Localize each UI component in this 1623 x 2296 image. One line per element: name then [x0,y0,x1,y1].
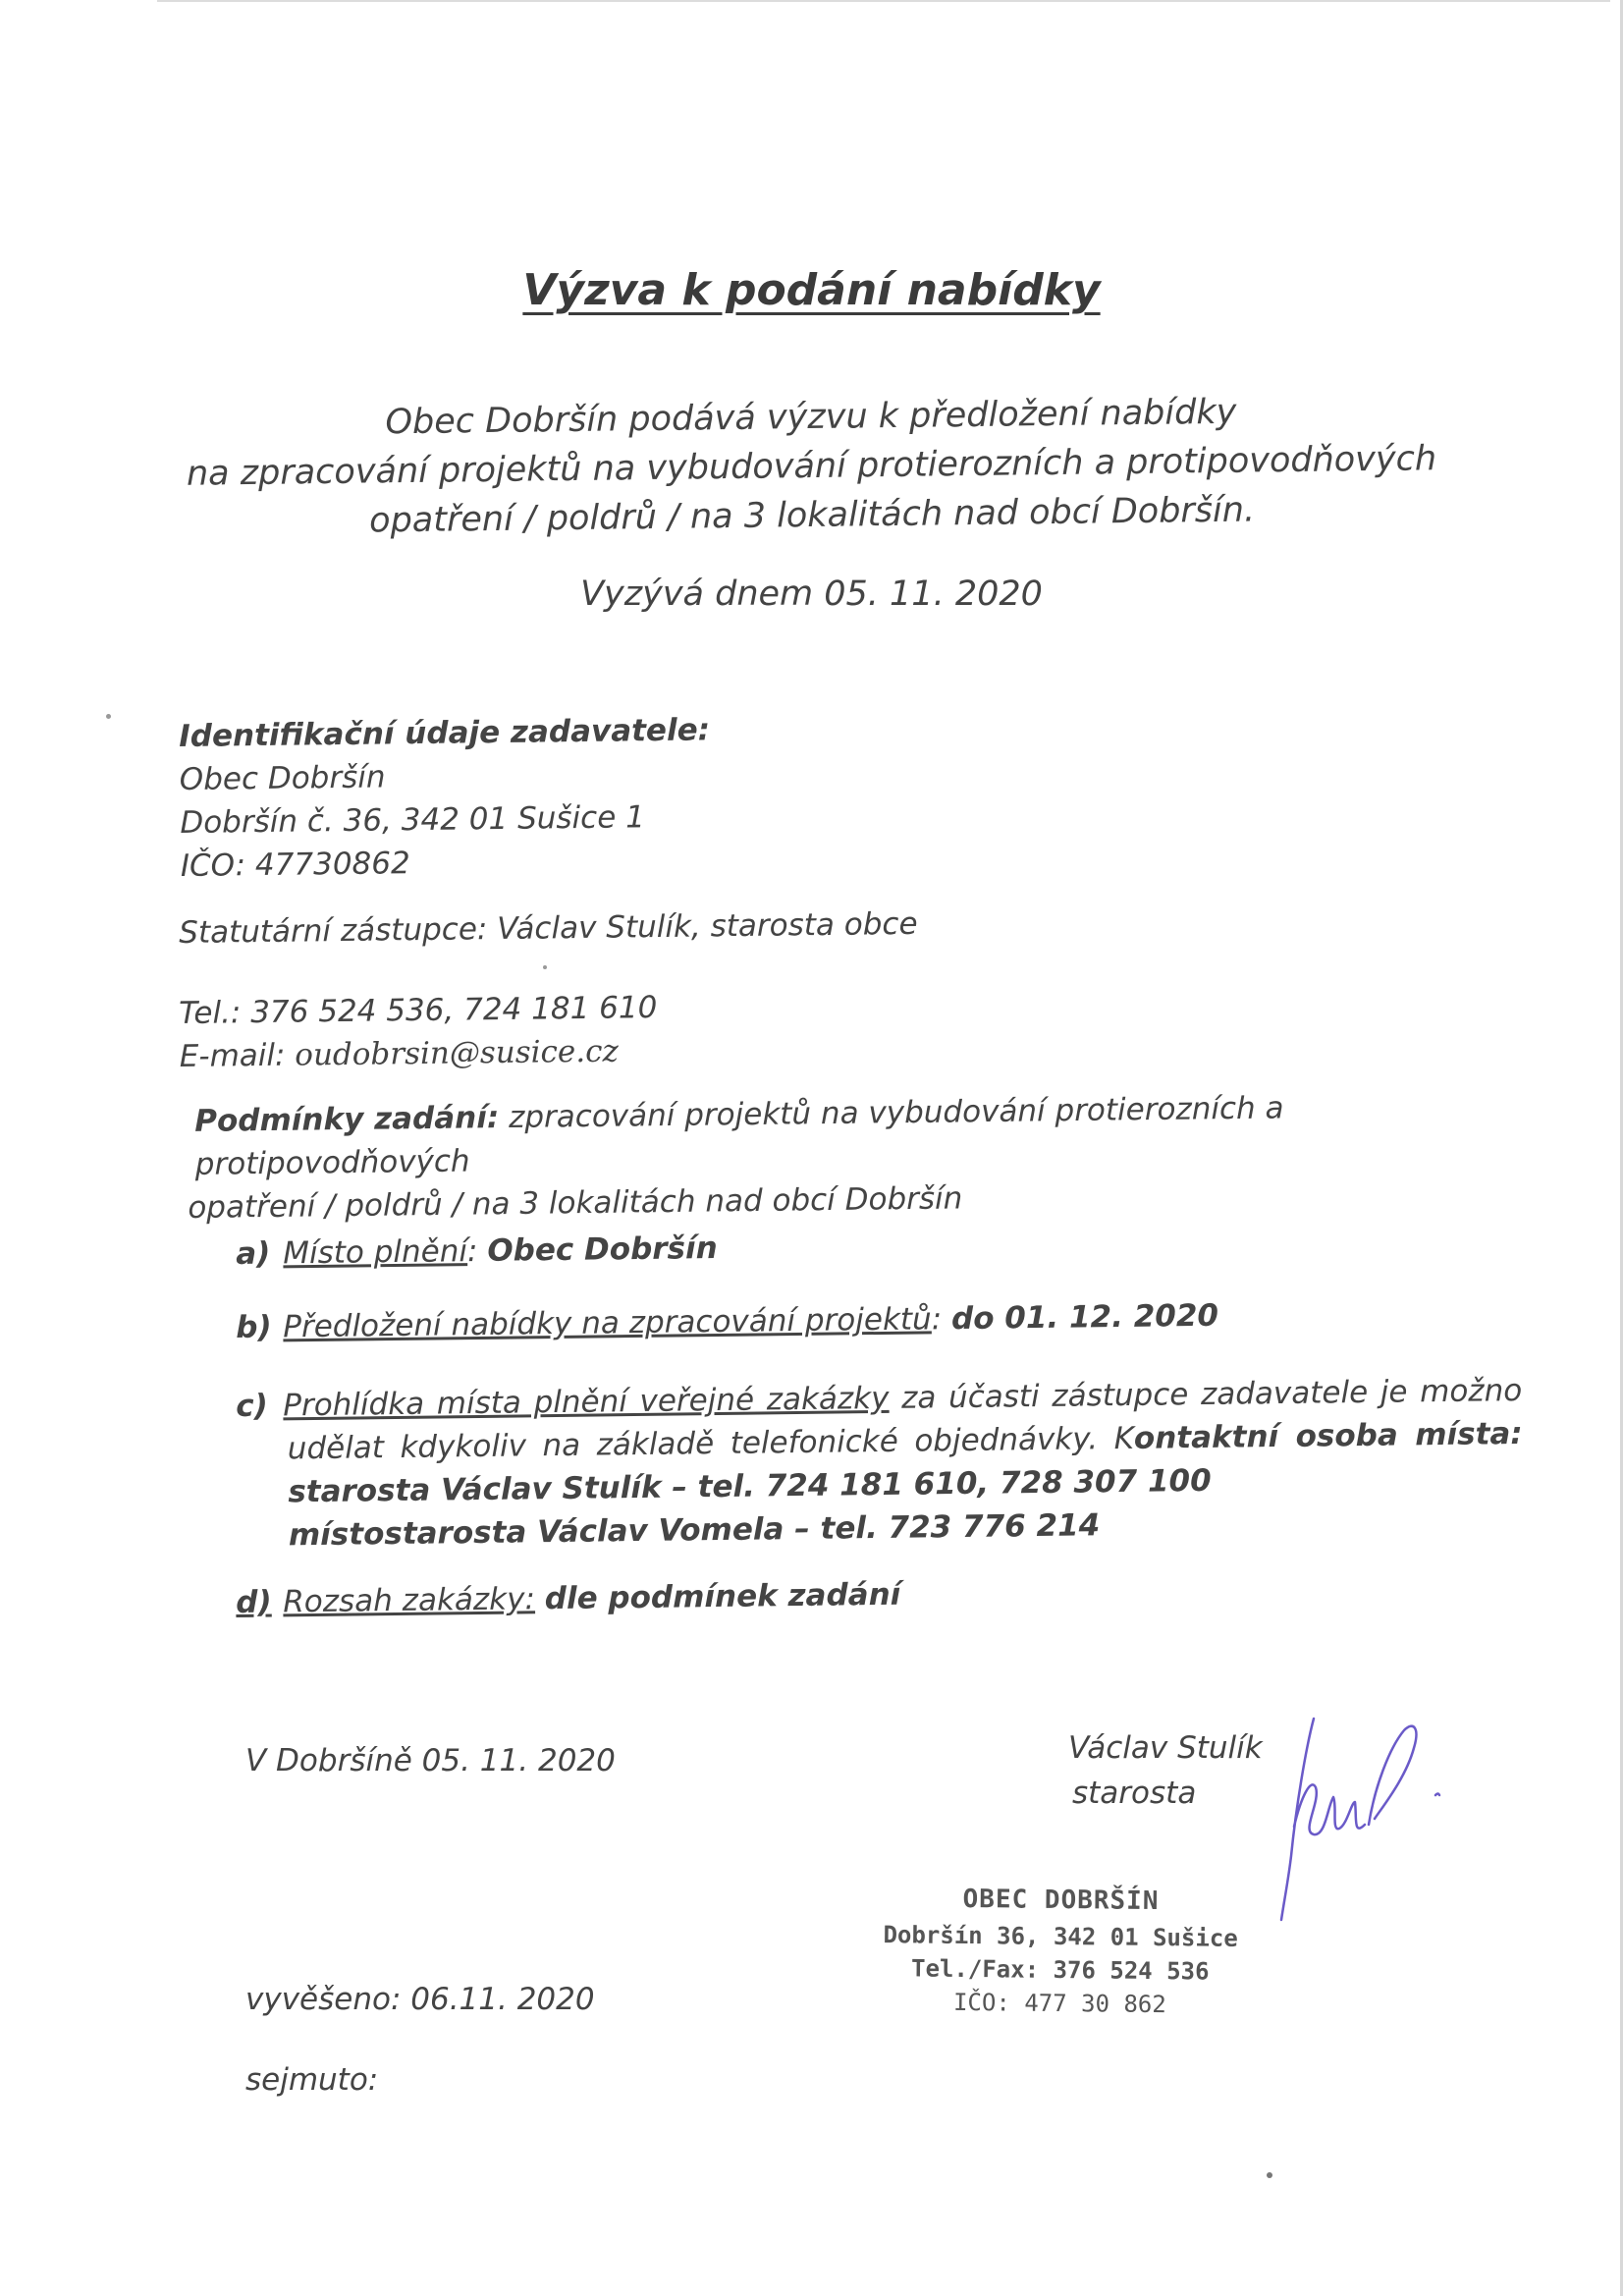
item-a: a) Místo plnění: Obec Dobršín [236,1217,1532,1276]
contact-block [179,986,658,1078]
item-a-value: Obec Dobršín [487,1230,718,1269]
intro-line-3: opatření / poldrů / na 3 lokalitách nad obcí Dobršín. [368,490,1256,541]
item-c [236,1369,1524,1558]
item-a-label: Místo plnění [283,1233,468,1272]
document-title [0,265,1623,315]
conditions-text-1: zpracování projektů na vybudování protierozních a protipovodňových [194,1090,1284,1182]
item-d-label: Rozsah zakázky: [283,1581,536,1620]
item-c-label: Prohlídka místa plnění veřejné zakázky [283,1380,890,1424]
signature-icon [1267,1709,1492,1935]
item-d [236,1565,1532,1624]
statutory-text: Statutární zástupce: Václav Stulík, starosta obce [179,905,918,951]
signer-name: Václav Stulík [1068,1730,1263,1766]
item-b-label: Předložení nabídky na zpracování projektů [283,1301,932,1345]
scan-speck [106,714,111,719]
stamp-line-2: Dobršín 36, 342 01 Sušice [883,1921,1238,1952]
item-d-mark: d) [236,1584,272,1620]
authority-address: Dobršín č. 36, 342 01 Sušice 1 [180,799,646,841]
email-label: E-mail: [179,1037,286,1074]
conditions-line-1 [187,1084,1503,1186]
authority-name: Obec Dobršín [179,759,386,797]
stamp-line-3: Tel./Fax: 376 524 536 [910,1954,1210,1986]
call-date: Vyzývá dnem 05. 11. 2020 [580,574,1043,614]
authority-ico: IČO: 47730862 [180,846,410,884]
conditions-text-2: opatření / poldrů / na 3 lokalitách nad obcí Dobršín [188,1180,963,1226]
scan-speck [543,965,547,969]
conditions-paragraph [187,1084,1504,1230]
email-line [180,1029,659,1078]
statutory-representative [179,902,918,955]
intro-paragraph [0,383,1623,550]
item-a-mark: a) [236,1235,271,1272]
item-c-contact-1: starosta Václav Stulík – tel. 724 181 610, 728 307 100 [288,1462,1212,1510]
item-b-mark: b) [236,1309,272,1345]
stamp-line-4: IČO: 477 30 862 [952,1988,1166,2019]
item-c-contact-2: místostarosta Václav Vomela – tel. 723 776 214 [288,1507,1101,1554]
place-date: V Dobršíně 05. 11. 2020 [245,1743,616,1778]
scan-speck [1267,2172,1272,2178]
document-title-text: Výzva k podání nabídky [522,265,1101,315]
conditions-label: Podmínky zadání: [194,1100,500,1139]
item-c-text-1: za účasti zástupce zadavatele je možno [900,1372,1523,1416]
phone-line: Tel.: 376 524 536, 724 181 610 [179,990,658,1031]
contracting-authority-block [179,708,712,888]
removed-date: sejmuto: [245,2062,379,2098]
intro-line-1: Obec Dobršín podává výzvu k předložení nabídky [385,392,1237,443]
item-c-text-2: udělat kdykoliv na základě telefonické objednávky. K [287,1420,1135,1467]
posted-date: vyvěšeno: 06.11. 2020 [245,1982,595,2017]
stamp-line-1: OBEC DOBRŠÍN [962,1884,1160,1917]
signer-role: starosta [1072,1776,1197,1811]
item-c-mark: c) [236,1388,269,1424]
official-stamp [863,1879,1257,2022]
intro-line-2: na zpracování projektů na vybudování protierozních a protipovodňových [186,439,1437,494]
item-d-value: dle podmínek zadání [544,1576,901,1617]
item-b: b) Předložení nabídky na zpracování projektů: do 01. 12. 2020 [236,1290,1532,1349]
item-b-value: do 01. 12. 2020 [950,1297,1219,1338]
email-address: oudobrsin@susice.cz [295,1033,620,1073]
scan-edge-top [157,0,1610,2]
authority-heading: Identifikační údaje zadavatele: [179,712,711,754]
item-c-contact-label: ontaktní osoba místa: [1133,1415,1523,1456]
